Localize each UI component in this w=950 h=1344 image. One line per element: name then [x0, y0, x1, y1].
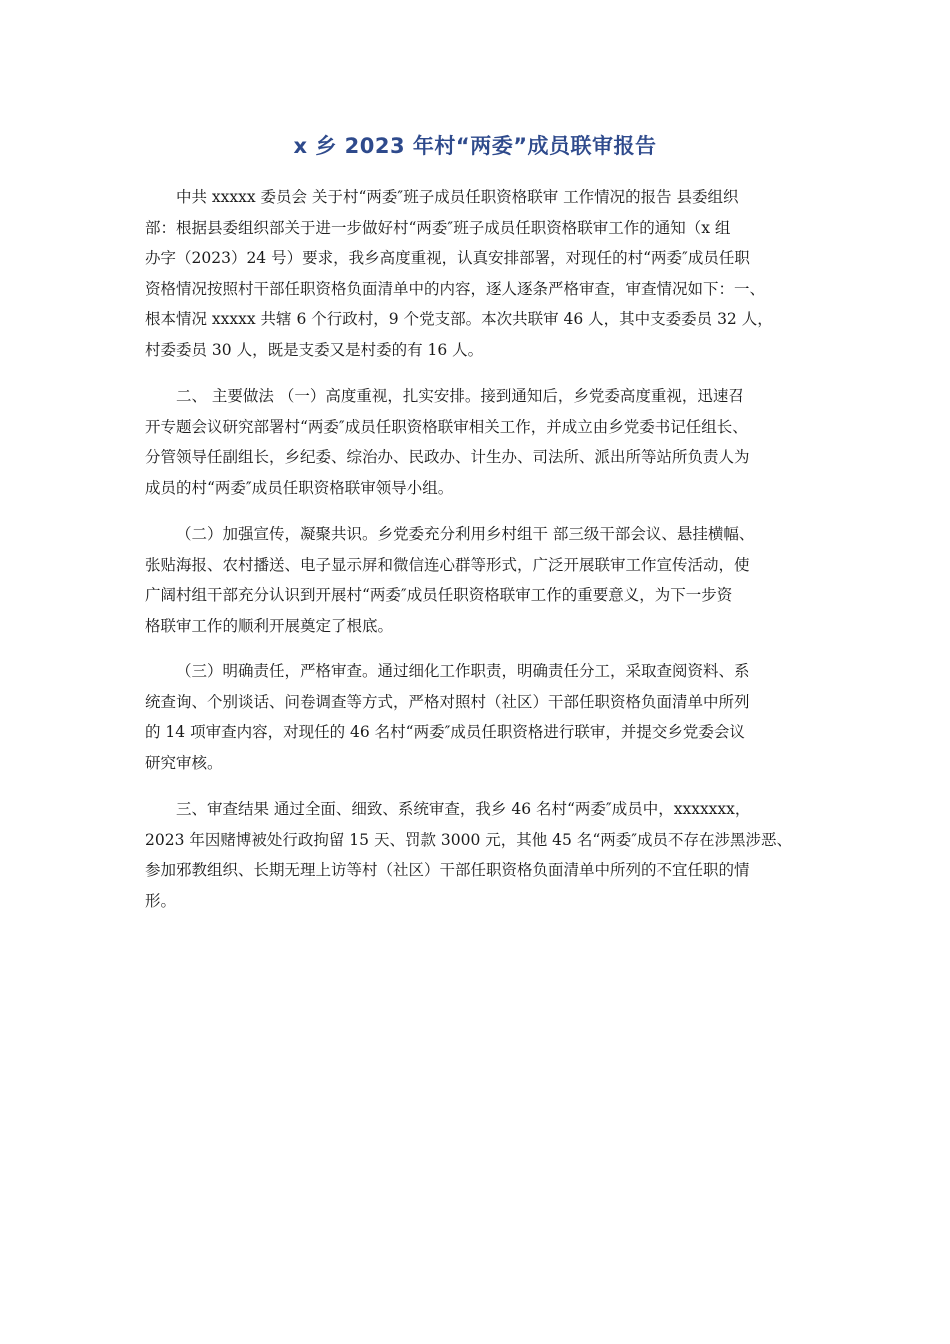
paragraph-results: [145, 794, 805, 916]
paragraph-responsibility: [145, 656, 805, 778]
text-line: 资格情况按照村干部任职资格负面清单中的内容，逐人逐条严格审查，审查情况如下：一、: [145, 279, 766, 298]
text-line: 分管领导任副组长，乡纪委、综治办、民政办、计生办、司法所、派出所等站所负责人为: [145, 448, 750, 466]
text-line: 统查询、个别谈话、问卷调查等方式，严格对照村（社区）干部任职资格负面清单中所列: [145, 692, 750, 711]
text-line: （三）明确责任，严格审查。通过细化工作职责，明确责任分工，采取查阅资料、系: [176, 662, 750, 680]
text-line: （二）加强宣传，凝聚共识。乡党委充分利用乡村组干 部三级干部会议、悬挂横幅、: [176, 525, 755, 543]
text-line: 形。: [145, 891, 177, 910]
paragraph-main-methods: [145, 381, 805, 503]
text-line: 三、审查结果 通过全面、细致、系统审查，我乡 46 名村“两委″成员中，xxxxxxx，: [176, 800, 751, 818]
text-line: 张贴海报、农村播送、电子显示屏和微信连心群等形式，广泛开展联审工作宣传活动，使: [145, 555, 750, 574]
text-line: 中共 xxxxx 委员会 关于村“两委″班子成员任职资格联审 工作情况的报告 县委组织: [176, 188, 739, 206]
paragraph-publicity: [145, 519, 805, 641]
text-line: 参加邪教组织、长期无理上访等村（社区）干部任职资格负面清单中所列的不宜任职的情: [145, 861, 750, 879]
text-line: 格联审工作的顺利开展奠定了根底。: [145, 616, 394, 635]
text-line: 办字（2023）24 号）要求，我乡高度重视，认真安排部署，对现任的村“两委″成员任职: [145, 249, 750, 267]
text-line: 二、 主要做法 （一）高度重视，扎实安排。接到通知后，乡党委高度重视，迅速召: [176, 387, 744, 405]
text-line: 广阔村组干部充分认识到开展村“两委″成员任职资格联审工作的重要意义，为下一步资: [145, 586, 733, 604]
text-line: 2023 年因赌博被处行政拘留 15 天、罚款 3000 元，其他 45 名“两委″成员不存在涉黑涉恶、: [145, 830, 793, 849]
text-line: 成员的村“两委″成员任职资格联审领导小组。: [145, 478, 454, 497]
paragraph-intro: [145, 182, 805, 365]
text-line: 村委委员 30 人，既是支委又是村委的有 16 人。: [145, 340, 484, 359]
text-line: 的 14 项审查内容，对现任的 46 名村“两委″成员任职资格进行联审，并提交乡党委会议: [145, 723, 745, 741]
text-line: 根本情况 xxxxx 共辖 6 个行政村，9 个党支部。本次共联审 46 人，其中支委委员 32 人，: [145, 310, 773, 328]
document-title: x 乡 2023 年村“两委”成员联审报告: [293, 134, 657, 158]
text-line: 部：根据县委组织部关于进一步做好村“两委″班子成员任职资格联审工作的通知（x 组: [145, 218, 731, 237]
text-line: 研究审核。: [145, 753, 223, 772]
text-line: 开专题会议研究部署村“两委″成员任职资格联审相关工作，并成立由乡党委书记任组长、: [145, 417, 748, 436]
